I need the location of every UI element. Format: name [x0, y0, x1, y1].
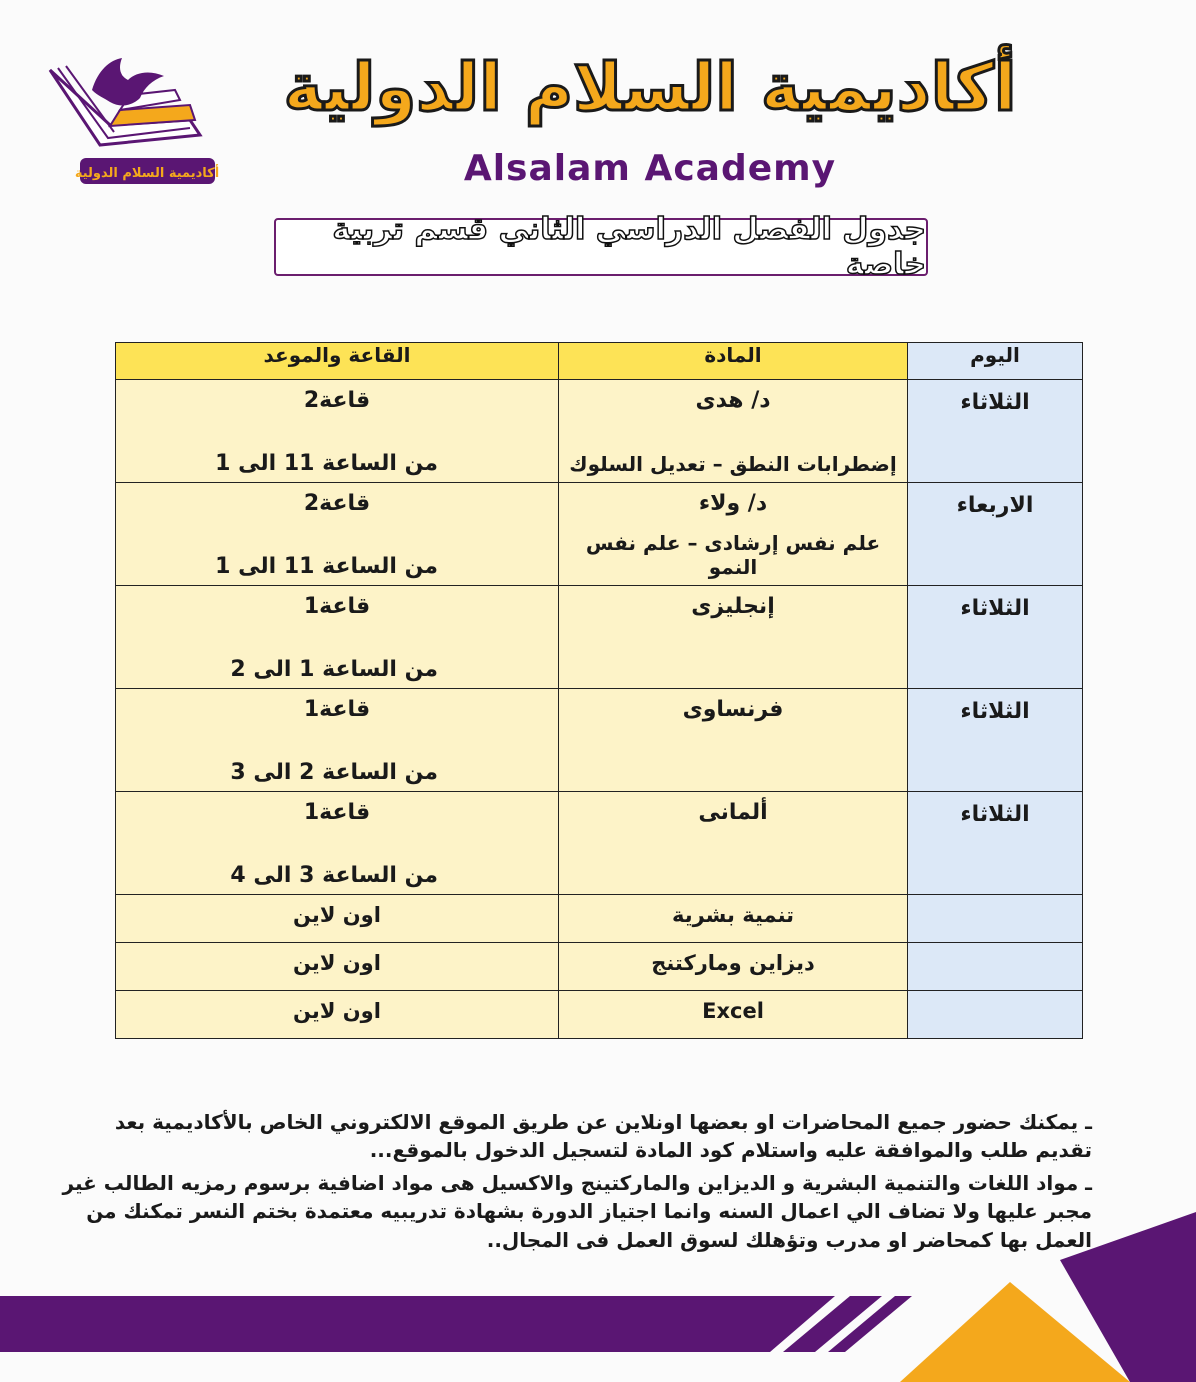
- row-subject: Excel: [702, 999, 764, 1023]
- row-time: من الساعة 11 الى 1: [215, 451, 438, 476]
- row-subject: ديزاين وماركتنج: [651, 951, 815, 975]
- table-row: [116, 689, 1083, 792]
- row-room: قاعة1: [303, 594, 371, 619]
- row-room: قاعة2: [303, 491, 371, 516]
- row-day: الاربعاء: [956, 493, 1034, 518]
- row-room: قاعة2: [303, 388, 371, 413]
- row-room: اون لاين: [293, 999, 381, 1023]
- row-subject-teacher: د/ هدى: [695, 388, 771, 413]
- row-room: اون لاين: [293, 903, 381, 927]
- note-online-attendance: ـ يمكنك حضور جميع المحاضرات او بعضها اونلاين عن طريق الموقع الالكتروني الخاص بالأكاديمية بعد تقديم طلب والموافقة عليه واستلام كود المادة لتسجيل الدخول بالموقع...: [114, 1110, 1092, 1163]
- row-day: الثلاثاء: [960, 699, 1030, 724]
- row-time: من الساعة 3 الى 4: [230, 863, 438, 888]
- header-room: القاعة والموعد: [116, 343, 559, 380]
- row-subject: ألمانى: [698, 800, 768, 825]
- table-row: [116, 483, 1083, 586]
- row-subject: فرنساوى: [682, 697, 784, 722]
- schedule-title-box: [274, 212, 928, 282]
- row-day: [908, 943, 1082, 951]
- logo-caption: أكاديمية السلام الدولية: [74, 166, 220, 181]
- row-day: الثلاثاء: [960, 390, 1030, 415]
- row-subject-courses: إضطرابات النطق – تعديل السلوك: [569, 452, 897, 476]
- table-row: [116, 792, 1083, 895]
- note-extra-courses: ـ مواد اللغات والتنمية البشرية و الديزاين والماركتينج والاكسيل هى مواد اضافية برسوم رمزيه الطالب غير مجبر عليها ولا تضاف الي اعمال السنه وانما اجتياز الدورة بشهادة تدريبيه معتمدة بختم النسر تمكنك من العمل بها كمحاضر او مدرب وتؤهلك لسوق العمل فى المجال..: [62, 1170, 1092, 1252]
- table-row: [116, 943, 1083, 991]
- academy-logo: [40, 50, 225, 190]
- row-day: الثلاثاء: [960, 596, 1030, 621]
- schedule-title: جدول الفصل الدراسي الثاني قسم تربية خاصة: [332, 212, 926, 282]
- row-time: من الساعة 1 الى 2: [230, 657, 438, 682]
- row-subject: إنجليزى: [691, 594, 775, 619]
- row-room: قاعة1: [303, 800, 371, 825]
- row-day: [908, 991, 1082, 999]
- table-row: [116, 380, 1083, 483]
- row-subject-courses: علم نفس إرشادى – علم نفس النمو: [585, 531, 881, 579]
- table-row: [116, 895, 1083, 943]
- row-room: اون لاين: [293, 951, 381, 975]
- row-subject: تنمية بشرية: [671, 903, 795, 927]
- book-bird-icon: [40, 50, 225, 190]
- academy-title-ar: أكاديمية السلام الدولية: [283, 49, 1017, 126]
- row-time: من الساعة 11 الى 1: [215, 554, 438, 579]
- academy-title-en: Alsalam Academy: [463, 148, 837, 189]
- schedule-table: [115, 342, 1083, 1039]
- footer-decoration: [0, 1200, 1196, 1382]
- row-subject-teacher: د/ ولاء: [698, 491, 768, 516]
- table-row: [116, 586, 1083, 689]
- row-time: من الساعة 2 الى 3: [230, 760, 438, 785]
- row-room: قاعة1: [303, 697, 371, 722]
- header-subject: المادة: [559, 343, 908, 380]
- row-day: [908, 895, 1082, 903]
- row-day: الثلاثاء: [960, 802, 1030, 827]
- table-header-row: [116, 343, 1083, 380]
- table-row: [116, 991, 1083, 1039]
- header-day: اليوم: [908, 343, 1083, 380]
